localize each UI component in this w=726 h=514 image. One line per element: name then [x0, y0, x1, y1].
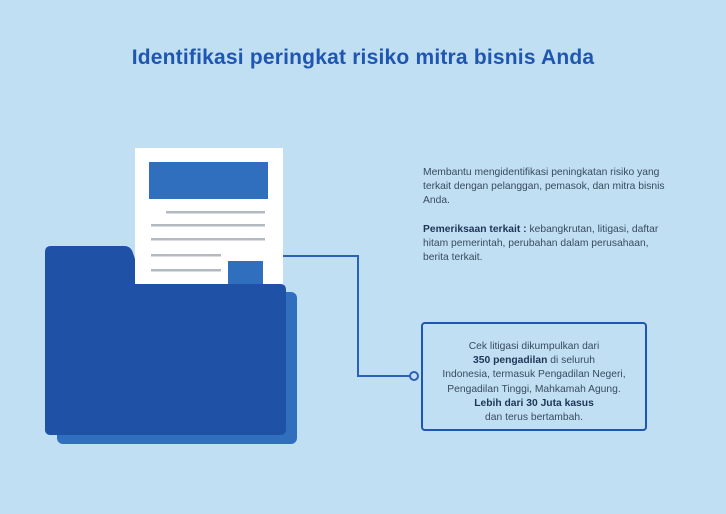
- info-line-2-rest: di seluruh: [547, 355, 595, 367]
- info-line-6: dan terus bertambah.: [485, 412, 583, 424]
- folder-front: [45, 284, 286, 435]
- checks-list: kebangkrutan, litigasi, daftar hitam pemerintah, perubahan dalam perusahaan, berita terkait.: [423, 223, 659, 264]
- description-paragraph-2: [423, 223, 673, 266]
- page-title: Identifikasi peringkat risiko mitra bisnis Anda: [131, 46, 595, 69]
- connector-line: [283, 256, 418, 380]
- cases-count: Lebih dari 30 Juta kasus: [474, 397, 594, 409]
- info-line-5: [423, 397, 645, 411]
- description-paragraph-1: Membantu mengidentifikasi peningkatan risiko yang terkait dengan pelanggan, pemasok, dan mitra bisnis Anda.: [423, 167, 665, 207]
- info-line-4: Pengadilan Tinggi, Mahkamah Agung.: [447, 383, 621, 395]
- info-box: [421, 322, 647, 431]
- info-line-1: Cek litigasi dikumpulkan dari: [468, 341, 600, 352]
- info-line-2: [423, 354, 645, 368]
- info-line-3: Indonesia, termasuk Pengadilan Negeri,: [442, 369, 626, 381]
- courts-count: 350 pengadilan: [473, 355, 548, 367]
- description: [423, 166, 673, 265]
- checks-label: Pemeriksaan terkait :: [423, 223, 527, 235]
- document-icon: [135, 148, 283, 296]
